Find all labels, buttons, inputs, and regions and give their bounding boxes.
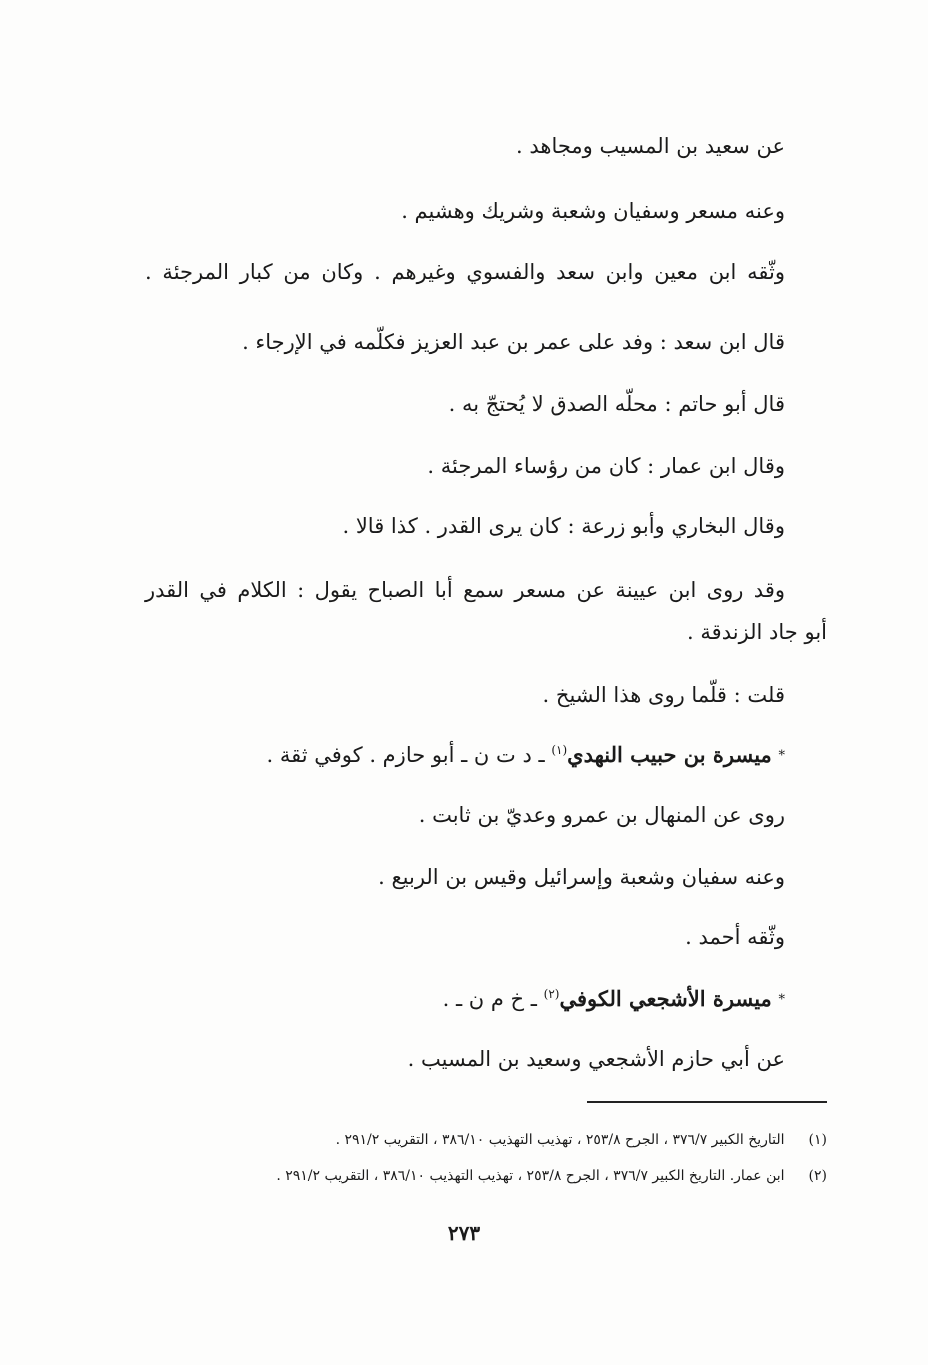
text-line-10: قلت : قلّما روى هذا الشيخ . bbox=[542, 683, 785, 707]
entry-heading-2 bbox=[443, 984, 785, 1016]
text-line-14: عن أبي حازم الأشجعي وسعيد بن المسيب . bbox=[407, 1047, 785, 1071]
entry-details: ـ خ م ن ـ . bbox=[442, 987, 544, 1011]
entry-details: ـ د ت ن ـ أبو حازم . كوفي ثقة . bbox=[266, 743, 552, 767]
text-line-6: وقال ابن عمار : كان من رؤساء المرجئة . bbox=[427, 454, 785, 478]
text-line-2: وعنه مسعر وسفيان وشعبة وشريك وهشيم . bbox=[401, 199, 785, 223]
text-line-8: وقد روى ابن عيينة عن مسعر سمع أبا الصباح يقول : الكلام في القدر bbox=[145, 578, 785, 602]
text-line-1: عن سعيد بن المسيب ومجاهد . bbox=[516, 134, 785, 158]
entry-marker: * bbox=[778, 748, 785, 764]
entry-name: ميسرة الأشجعي الكوفي bbox=[559, 986, 772, 1011]
text-line-5: قال أبو حاتم : محلّه الصدق لا يُحتجّ به . bbox=[448, 392, 785, 416]
entry-name: ميسرة بن حبيب النهدي bbox=[567, 742, 772, 767]
text-line-7: وقال البخاري وأبو زرعة : كان يرى القدر . كذا قالا . bbox=[342, 514, 785, 538]
footnote-number: (٢) bbox=[808, 1168, 827, 1184]
footnote-text: التاريخ الكبير ٣٧٦/٧ ، الجرح ٢٥٣/٨ ، تهذيب التهذيب ٣٨٦/١٠ ، التقريب ٢٩١/٢ . bbox=[335, 1132, 785, 1148]
entry-marker: * bbox=[778, 992, 785, 1008]
entry-heading-1 bbox=[267, 740, 785, 772]
text-line-13: وثّقه أحمد . bbox=[685, 925, 785, 949]
text-line-3: وثّقه ابن معين وابن سعد والفسوي وغيرهم . وكان من كبار المرجئة . bbox=[145, 260, 785, 284]
text-line-12: وعنه سفيان وشعبة وإسرائيل وقيس بن الربيع . bbox=[378, 865, 785, 889]
footnote-number: (١) bbox=[808, 1132, 827, 1148]
text-line-4: قال ابن سعد : وفد على عمر بن عبد العزيز فكلّمه في الإرجاء . bbox=[242, 330, 785, 354]
text-line-11: روى عن المنهال بن عمرو وعديّ بن ثابت . bbox=[418, 803, 785, 827]
footnote-2 bbox=[276, 1166, 827, 1186]
footnote-ref: (١) bbox=[551, 743, 568, 757]
footnote-separator bbox=[587, 1101, 827, 1103]
page-number: ٢٧٣ bbox=[447, 1221, 481, 1245]
footnote-ref: (٢) bbox=[543, 987, 560, 1001]
text-line-9: أبو جاد الزندقة . bbox=[687, 620, 827, 644]
footnote-1 bbox=[336, 1130, 827, 1150]
footnote-text: ابن عمار. التاريخ الكبير ٣٧٦/٧ ، الجرح ٢٥٣/٨ ، تهذيب التهذيب ٣٨٦/١٠ ، التقريب ٢٩١/٢ . bbox=[276, 1168, 785, 1184]
